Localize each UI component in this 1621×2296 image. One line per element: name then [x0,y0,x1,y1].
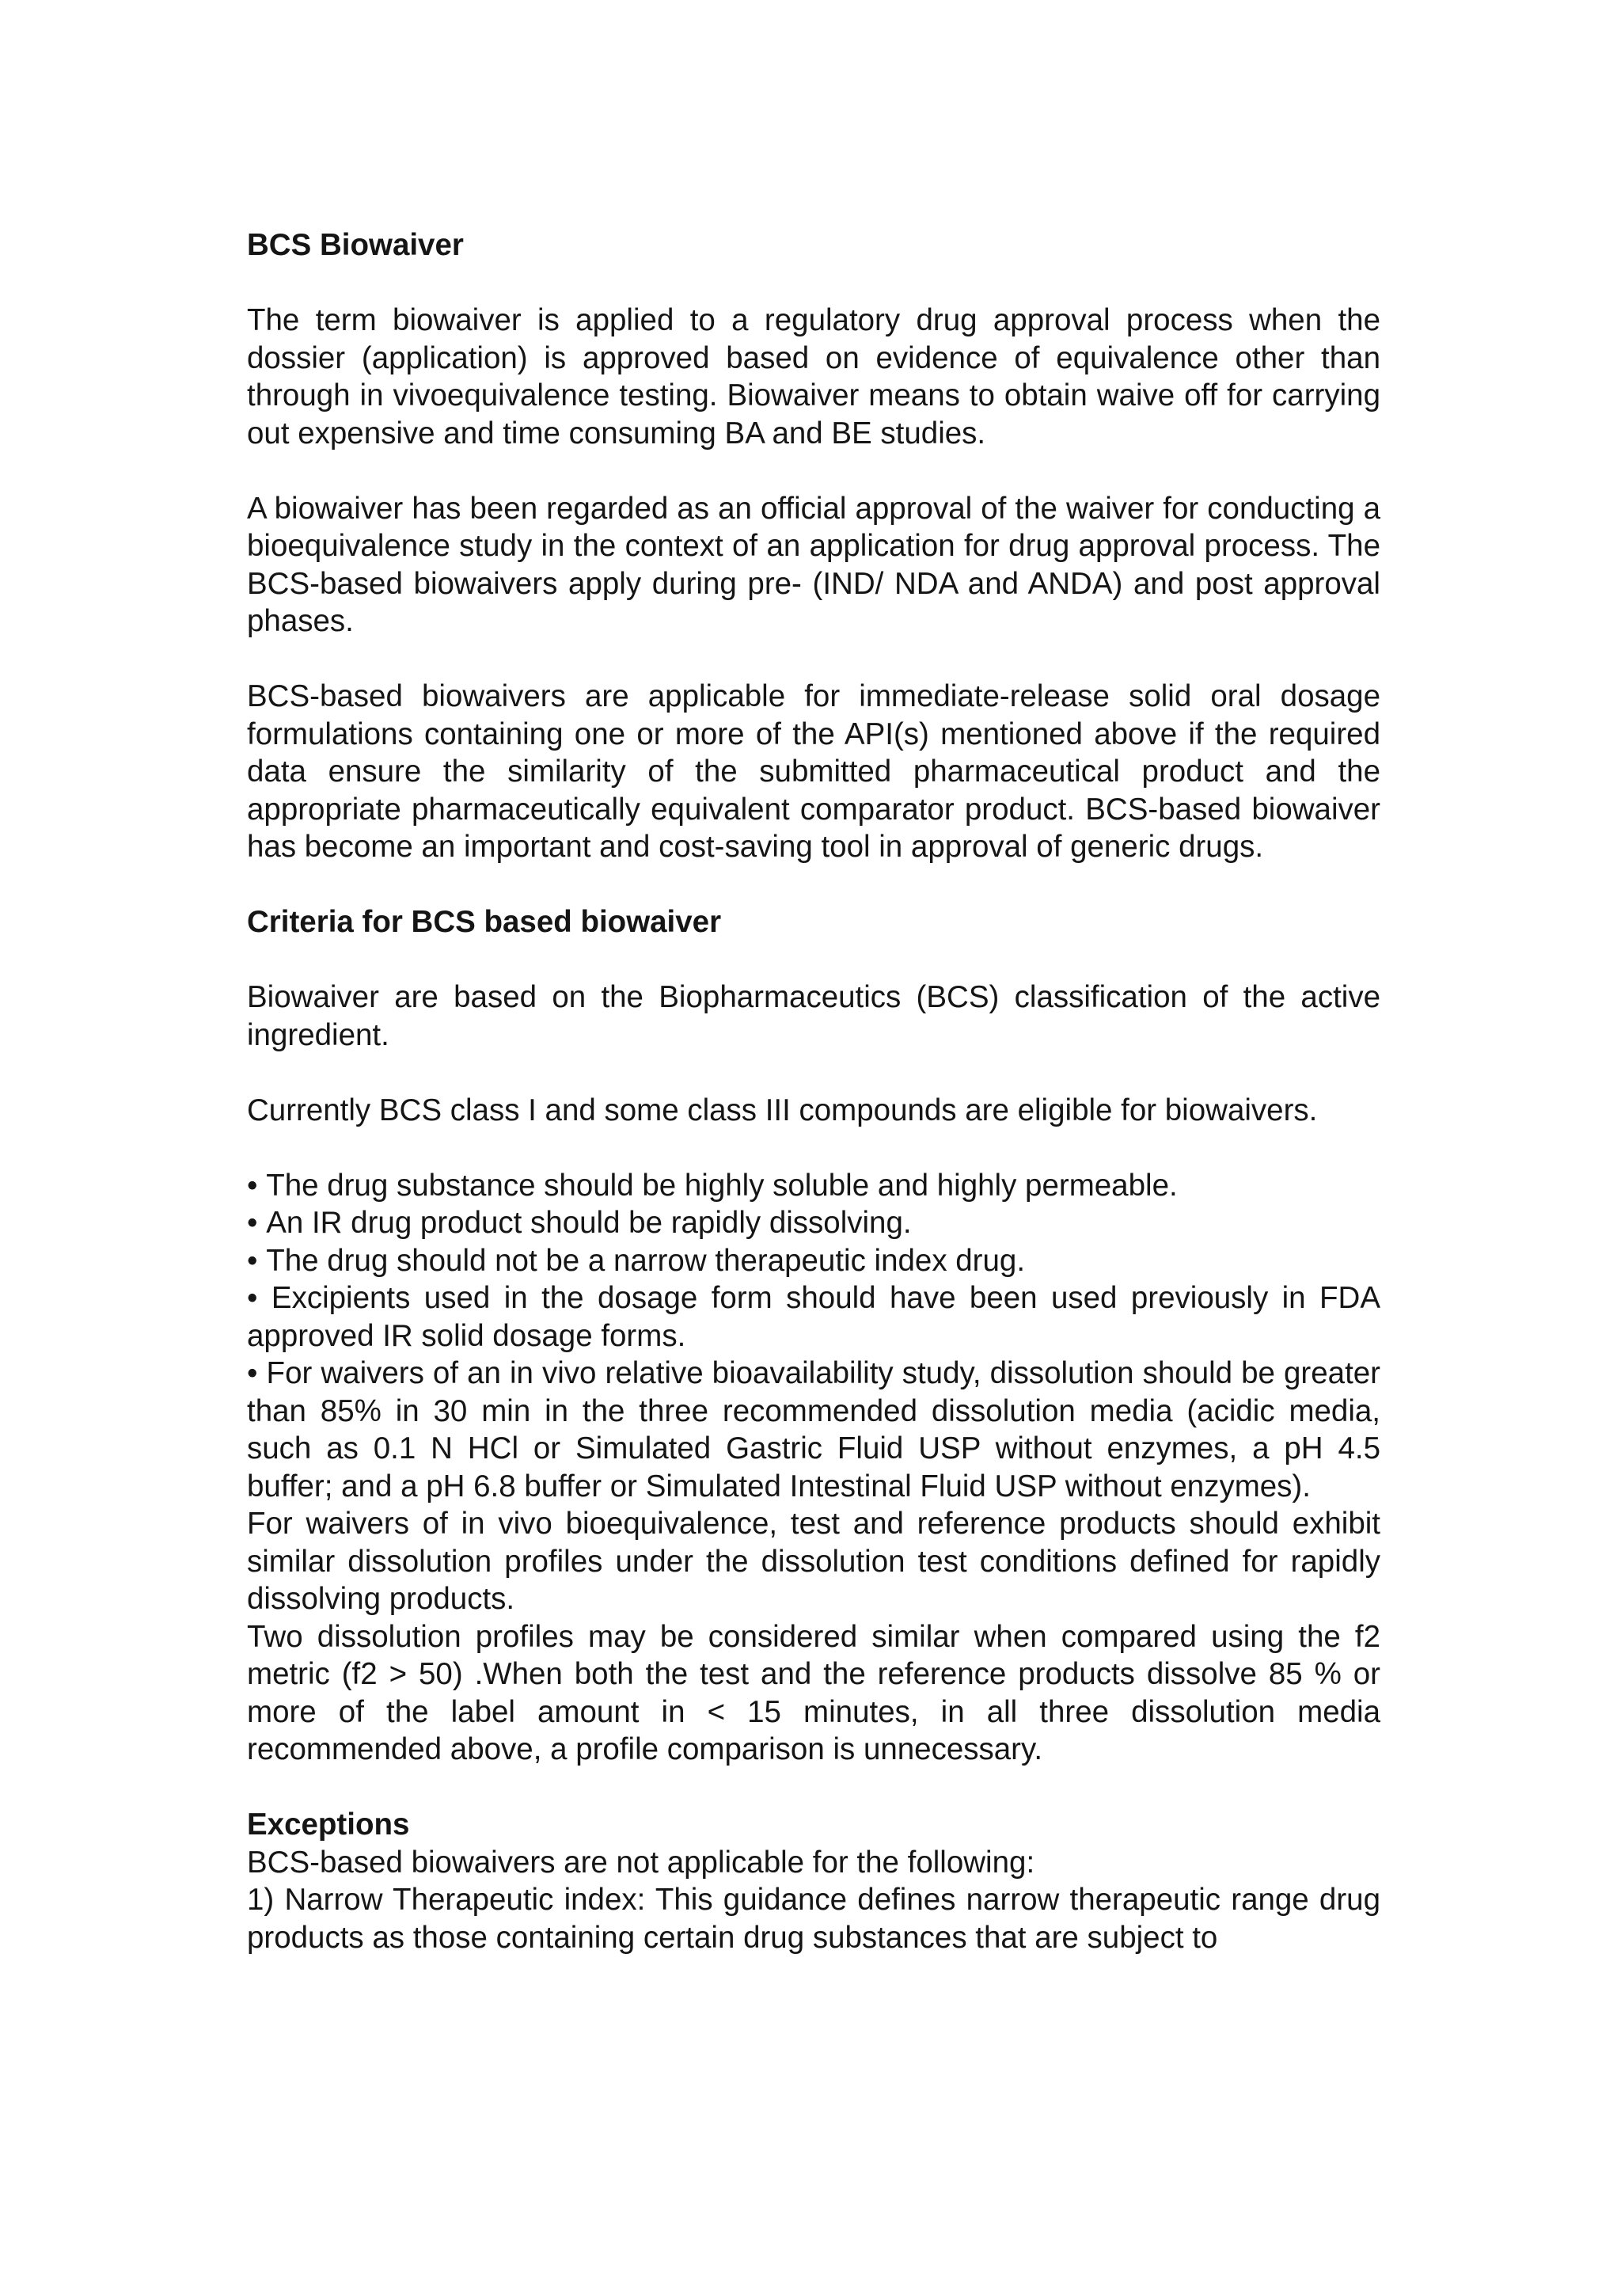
paragraph-official-approval: A biowaiver has been regarded as an official approval of the waiver for conducting a bioequivalence study in the context of an application for drug approval process. The BCS-based biowaivers apply during pre- (IND/ NDA and ANDA) and post approval phases. [247,491,1380,638]
bullet-item: • The drug should not be a narrow therapeutic index drug. [247,1242,1380,1280]
paragraph-f2-metric: Two dissolution profiles may be considered similar when compared using the f2 metric (f2 > 50) .When both the test and the reference products dissolve 85 % or more of the label amount in < 15 minutes, in all three dissolution media recommended above, a profile comparison is unnecessary. [247,1619,1380,1766]
bullet-item: • For waivers of an in vivo relative bioavailability study, dissolution should be greater than 85% in 30 min in the three recommended dissolution media (acidic media, such as 0.1 N HCl or Simulated Gastric Fluid USP without enzymes, a pH 4.5 buffer; and a pH 6.8 buffer or Simulated Intestinal Fluid USP without enzymes). [247,1355,1380,1505]
paragraph-exceptions-intro: BCS-based biowaivers are not applicable for the following: [247,1845,1035,1880]
bullet-item: • Excipients used in the dosage form should have been used previously in FDA approved IR solid dosage forms. [247,1279,1380,1355]
paragraph-narrow-therapeutic-index: 1) Narrow Therapeutic index: This guidance defines narrow therapeutic range drug products as those containing certain drug substances that are subject to [247,1883,1380,1955]
criteria-bullet-list [247,1167,1380,1506]
paragraph-bcs-classification: Biowaiver are based on the Biopharmaceutics (BCS) classification of the active ingredient. [247,980,1380,1052]
bullet-item: • The drug substance should be highly soluble and highly permeable. [247,1167,1380,1205]
bullet-item: • An IR drug product should be rapidly dissolving. [247,1204,1380,1242]
paragraph-in-vivo-bioequivalence: For waivers of in vivo bioequivalence, test and reference products should exhibit similar dissolution profiles under the dissolution test conditions defined for rapidly dissolving products. [247,1507,1380,1616]
paragraph-biowaiver-definition: The term biowaiver is applied to a regulatory drug approval process when the dossier (application) is approved based on evidence of equivalence other than through in vivoequivalence testing. Biowaiver means to obtain waive off for carrying out expensive and time consuming BA and BE studies. [247,303,1380,450]
section-heading-criteria: Criteria for BCS based biowaiver [247,905,722,939]
paragraph-applicability: BCS-based biowaivers are applicable for immediate-release solid oral dosage formulations containing one or more of the API(s) mentioned above if the required data ensure the similarity of the submitted pharmaceutical product and the appropriate pharmaceutically equivalent comparator product. BCS-based biowaiver has become an important and cost-saving tool in approval of generic drugs. [247,679,1380,864]
paragraph-eligible-classes: Currently BCS class I and some class III compounds are eligible for biowaivers. [247,1093,1318,1127]
section-heading-exceptions: Exceptions [247,1808,410,1842]
section-heading-bcs-biowaiver: BCS Biowaiver [247,228,464,262]
document-body [247,226,1380,1956]
